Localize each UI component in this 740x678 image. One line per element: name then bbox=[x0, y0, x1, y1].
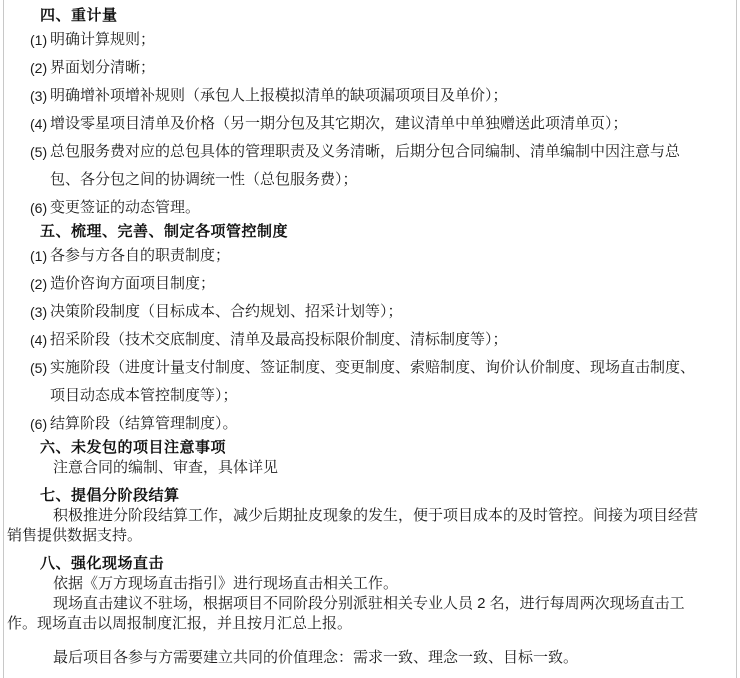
list-item-number: (4) bbox=[30, 332, 48, 348]
list-item bbox=[7, 54, 706, 82]
list-item-number: (3) bbox=[30, 88, 48, 104]
section-list bbox=[7, 242, 706, 438]
list-item-number: (5) bbox=[30, 144, 48, 160]
list-item-number: (3) bbox=[30, 304, 48, 320]
list-item-text: 总包服务费对应的总包具体的管理职责及义务清晰，后期分包合同编制、清单编制中因注意与总包、各分包之间的协调统一性（总包服务费）； bbox=[50, 143, 681, 188]
document-section bbox=[7, 554, 706, 634]
section-list bbox=[7, 574, 706, 634]
list-item-number: (5) bbox=[30, 360, 48, 376]
list-item bbox=[7, 326, 706, 354]
list-item-text: 结算阶段（结算管理制度）。 bbox=[50, 415, 238, 432]
list-item-number: (6) bbox=[30, 200, 48, 216]
list-item-number: (2) bbox=[30, 276, 48, 292]
list-item bbox=[7, 110, 706, 138]
list-item-number: (1) bbox=[30, 32, 48, 48]
section-paragraph: 积极推进分阶段结算工作，减少后期扯皮现象的发生，便于项目成本的及时管控。间接为项目经营销售提供数据支持。 bbox=[7, 507, 699, 544]
section-heading: 八、强化现场直击 bbox=[40, 555, 165, 572]
section-heading: 七、提倡分阶段结算 bbox=[40, 487, 180, 504]
list-item-text: 造价咨询方面项目制度； bbox=[50, 275, 216, 292]
section-heading: 四、重计量 bbox=[40, 7, 118, 24]
list-item-text: 界面划分清晰； bbox=[50, 59, 156, 76]
list-item bbox=[7, 354, 706, 410]
list-item-number: (6) bbox=[30, 416, 48, 432]
list-item bbox=[7, 242, 706, 270]
section-list bbox=[7, 26, 706, 222]
list-item-text: 招采阶段（技术交底制度、清单及最高投标限价制度、清标制度等）； bbox=[50, 331, 508, 348]
list-item-text: 明确增补项增补规则（承包人上报模拟清单的缺项漏项项目及单价）； bbox=[50, 87, 508, 104]
list-item bbox=[7, 26, 706, 54]
document-section bbox=[7, 438, 706, 478]
document-section bbox=[7, 486, 706, 546]
section-paragraph: 依据《万方现场直击指引》进行现场直击相关工作。 bbox=[53, 575, 399, 592]
list-item-text: 各参与方各自的职责制度； bbox=[50, 247, 231, 264]
section-paragraph: 注意合同的编制、审查，具体详见 bbox=[53, 459, 279, 476]
list-item-text: 实施阶段（进度计量支付制度、签证制度、变更制度、索赔制度、询价认价制度、现场直击制度、项目动态成本管控制度等）； bbox=[50, 359, 696, 404]
list-item bbox=[7, 194, 706, 222]
list-item bbox=[7, 138, 706, 194]
document-content bbox=[4, 0, 736, 668]
list-item-number: (4) bbox=[30, 116, 48, 132]
section-paragraph: 现场直击建议不驻场，根据项目不同阶段分别派驻相关专业人员 2 名，进行每周两次现场直击工作。现场直击以周报制度汇报，并且按月汇总上报。 bbox=[7, 595, 685, 632]
document-section bbox=[7, 222, 706, 438]
list-item-number: (2) bbox=[30, 60, 48, 76]
list-item bbox=[7, 298, 706, 326]
section-list bbox=[7, 458, 706, 478]
section-heading: 六、未发包的项目注意事项 bbox=[40, 439, 227, 456]
section-heading: 五、梳理、完善、制定各项管控制度 bbox=[40, 223, 289, 240]
list-item bbox=[7, 410, 706, 438]
list-item-number: (1) bbox=[30, 248, 48, 264]
section-list bbox=[7, 506, 706, 546]
closing-paragraph: 最后项目各参与方需要建立共同的价值理念：需求一致、理念一致、目标一致。 bbox=[53, 649, 579, 666]
list-item bbox=[7, 82, 706, 110]
document-section bbox=[7, 6, 706, 222]
list-item-text: 决策阶段制度（目标成本、合约规划、招采计划等）； bbox=[50, 303, 403, 320]
list-item-text: 变更签证的动态管理。 bbox=[50, 199, 201, 216]
list-item bbox=[7, 270, 706, 298]
list-item-text: 增设零星项目清单及价格（另一期分包及其它期次，建议清单中单独赠送此项清单页）； bbox=[50, 115, 628, 132]
document-page bbox=[3, 0, 737, 678]
list-item-text: 明确计算规则； bbox=[50, 31, 156, 48]
